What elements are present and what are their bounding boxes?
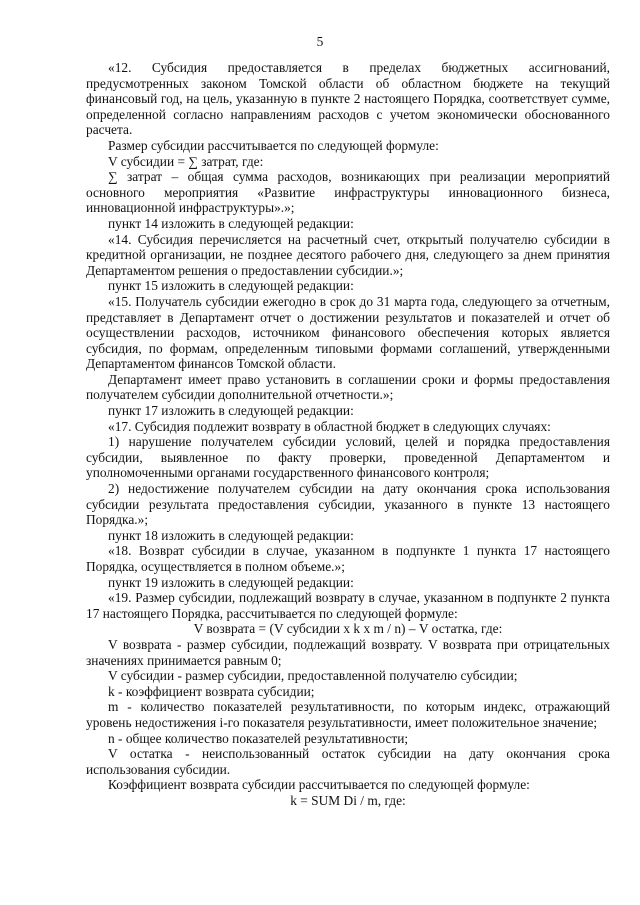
paragraph: Размер субсидии рассчитывается по следующей формуле: xyxy=(108,137,439,153)
paragraph: пункт 14 изложить в следующей редакции: xyxy=(108,215,354,231)
paragraph: n - общее количество показателей результативности; xyxy=(108,730,409,746)
paragraph: V субсидии - размер субсидии, предоставленной получателю субсидии; xyxy=(108,668,518,684)
paragraph: 2) недостижение получателем субсидии на дату окончания срока использования субсидии результата предоставления субсидии, указанного в пункте 13 настоящего Порядка.»; xyxy=(86,481,610,528)
paragraph: «18. Возврат субсидии в случае, указанном в подпункте 1 пункта 17 настоящего Порядка, осуществляется в полном объеме.»; xyxy=(86,543,610,574)
paragraph: пункт 17 изложить в следующей редакции: xyxy=(108,403,354,419)
paragraph: «12. Субсидия предоставляется в пределах бюджетных ассигнований, предусмотренных законом Томской области об областном бюджете на текущий финансовый год, на цель, указанную в пункте 2 настоящего Порядка, соответствует сумме, определенной согласно направлениям расходов с учетом экономически обоснованного расчета. xyxy=(86,60,610,138)
paragraph: V остатка - неиспользованный остаток субсидии на дату окончания срока использования субсидии. xyxy=(86,746,610,777)
paragraph: V возврата - размер субсидии, подлежащий возврату. V возврата при отрицательных значениях принимается равным 0; xyxy=(86,636,610,668)
paragraph: V субсидии = ∑ затрат, где: xyxy=(108,153,264,169)
paragraph: k - коэффициент возврата субсидии; xyxy=(108,683,315,699)
formula-line: V возврата = (V субсидии x k x m / n) – V остатка, где: xyxy=(193,621,503,637)
formula-line: k = SUM Di / m, где: xyxy=(290,792,406,808)
document-body xyxy=(86,60,610,809)
paragraph: пункт 19 изложить в следующей редакции: xyxy=(108,574,354,590)
paragraph: ∑ затрат – общая сумма расходов, возникающих при реализации мероприятий основного мероприятия «Развитие инфраструктуры инновационного бизнеса, инновационной инфраструктуры».»; xyxy=(86,169,610,216)
paragraph: m - количество показателей результативности, по которым индекс, отражающий уровень недостижения i-го показателя результативности, имеет положительное значение; xyxy=(86,699,610,730)
paragraph: «14. Субсидия перечисляется на расчетный счет, открытый получателю субсидии в кредитной организации, не позднее десятого рабочего дня, следующего за днем принятия Департаментом решения о предоставлении субсидии.»; xyxy=(86,231,610,278)
paragraph: Департамент имеет право установить в соглашении сроки и формы предоставления получателем субсидии дополнительной отчетности.»; xyxy=(86,371,610,403)
paragraph: «15. Получатель субсидии ежегодно в срок до 31 марта года, следующего за отчетным, представляет в Департамент отчет о достижении результатов и показателей и отчет об осуществлении расходов, источником финансового обеспечения которых является субсидия, по формам, определенным типовыми формами соглашений, утвержденными Департаментом финансов Томской области. xyxy=(86,293,610,372)
page-number: 5 xyxy=(316,34,324,49)
paragraph: «17. Субсидия подлежит возврату в областной бюджет в следующих случаях: xyxy=(108,418,551,434)
paragraph: Коэффициент возврата субсидии рассчитывается по следующей формуле: xyxy=(108,777,530,793)
paragraph: 1) нарушение получателем субсидии условий, целей и порядка предоставления субсидии, выявленное по факту проверки, проведенной Департаментом и уполномоченными органами государственного финансового контроля; xyxy=(86,434,610,481)
paragraph: пункт 15 изложить в следующей редакции: xyxy=(108,278,354,294)
paragraph: «19. Размер субсидии, подлежащий возврату в случае, указанном в подпункте 2 пункта 17 настоящего Порядка, рассчитывается по следующей формуле: xyxy=(86,590,610,621)
paragraph: пункт 18 изложить в следующей редакции: xyxy=(108,527,354,543)
